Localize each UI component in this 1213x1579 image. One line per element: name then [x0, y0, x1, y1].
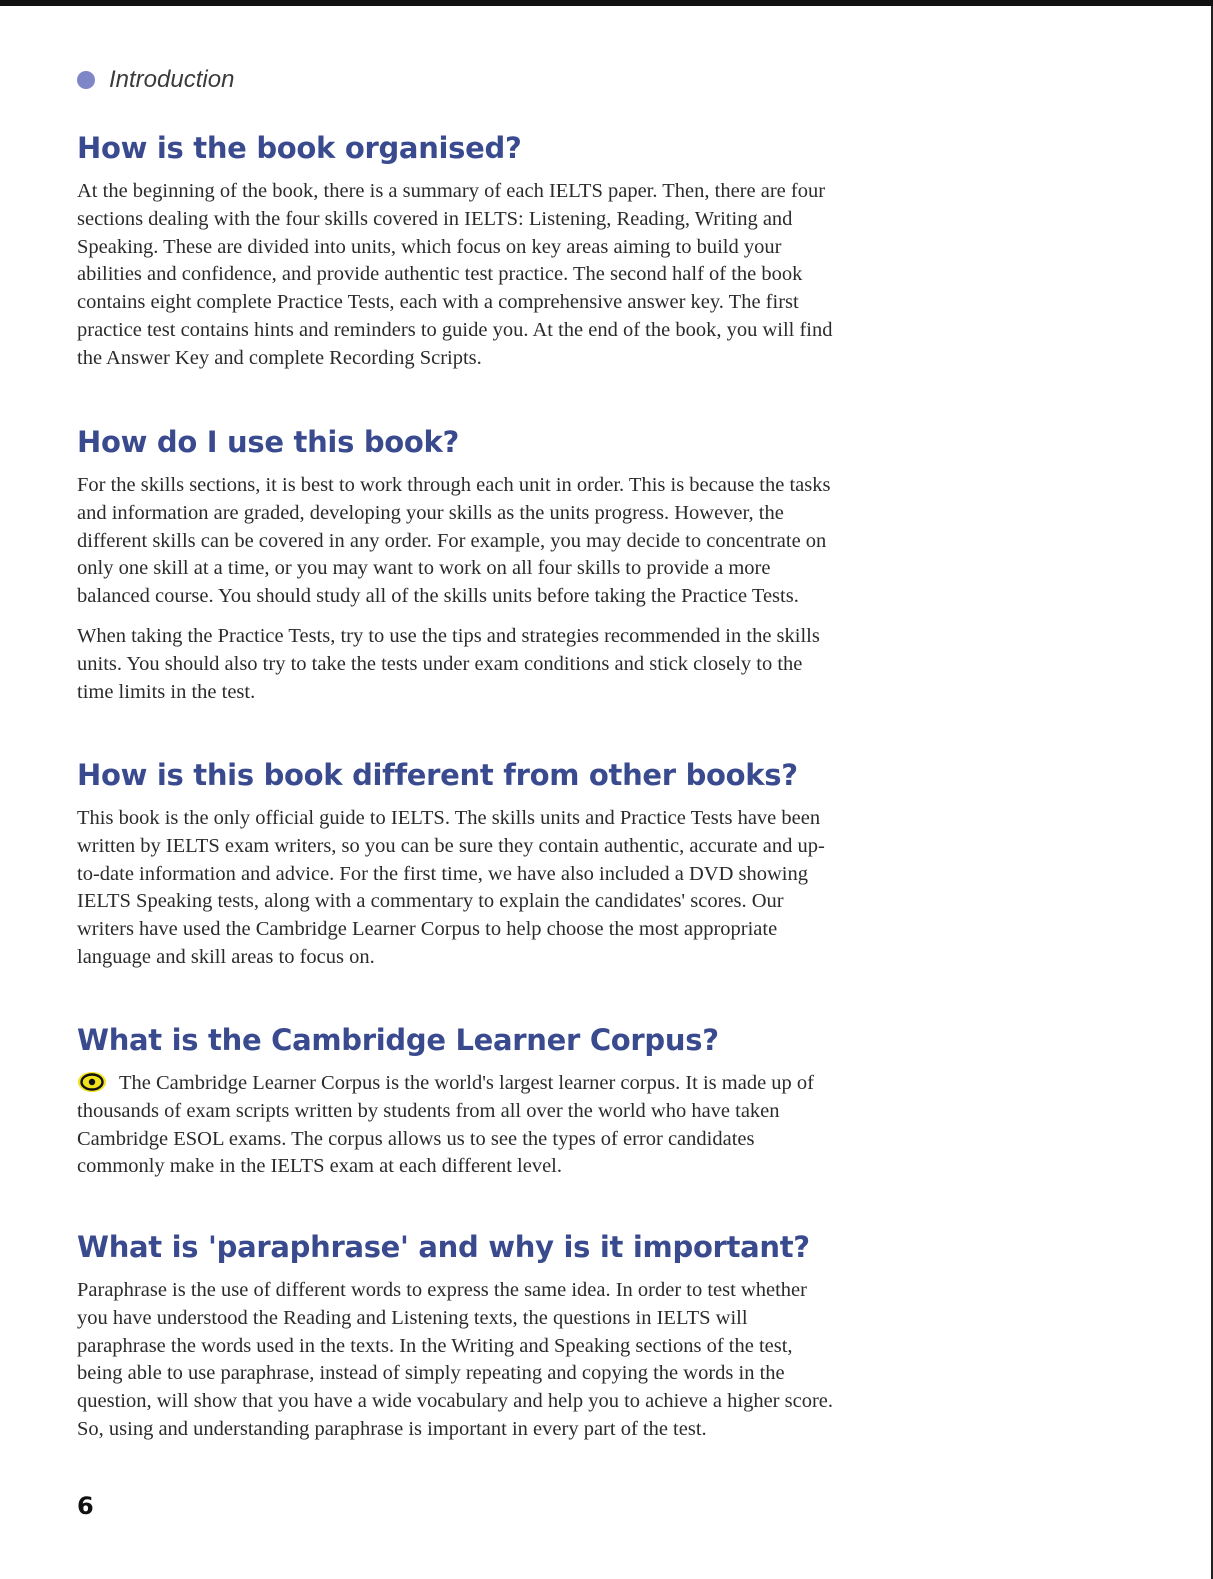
section-corpus — [77, 1022, 837, 1193]
section-paragraph: For the skills sections, it is best to work through each unit in order. This is because the tasks and information are graded, developing your skills as the units progress. However, the different skills can be covered in any order. For example, you may decide to concentrate on only one skill at a time, or you may want to work on all four skills to provide a more balanced course. You should study all of the skills units before taking the Practice Tests. — [77, 474, 831, 608]
section-heading: How is the book organised? — [77, 131, 522, 165]
section-heading: What is the Cambridge Learner Corpus? — [77, 1023, 719, 1057]
section-paragraph-with-icon — [77, 1070, 837, 1181]
section-paragraph: Paraphrase is the use of different words to express the same idea. In order to test whether you have understood the Reading and Listening texts, the questions in IELTS will paraphrase the words used in the texts. In the Writing and Speaking sections of the test, being able to use paraphrase, instead of simply repeating and copying the words in the question, will show that you have a wide vocabulary and help you to achieve a higher score. So, using and understanding paraphrase is important in every part of the test. — [77, 1279, 833, 1440]
section-organised — [77, 130, 837, 385]
eye-icon — [77, 1071, 107, 1093]
section-paragraph: When taking the Practice Tests, try to use the tips and strategies recommended in the skills units. You should also try to take the tests under exam conditions and stick closely to the time limits in the test. — [77, 624, 820, 703]
section-paragraph: This book is the only official guide to IELTS. The skills units and Practice Tests have been written by IELTS exam writers, so you can be sure they contain authentic, accurate and up-to-date information and advice. For the first time, we have also included a DVD showing IELTS Speaking tests, along with a commentary to explain the candidates' scores. Our writers have used the Cambridge Learner Corpus to help choose the most appropriate language and skill areas to focus on. — [77, 807, 825, 968]
section-different — [77, 757, 837, 984]
section-paragraph: At the beginning of the book, there is a summary of each IELTS paper. Then, there are four sections dealing with the four skills covered in IELTS: Listening, Reading, Writing and Speaking. These are divided into units, which focus on key areas aiming to build your abilities and confidence, and provide authentic test practice. The second half of the book contains eight complete Practice Tests, each with a comprehensive answer key. The first practice test contains hints and reminders to guide you. At the end of the book, you will find the Answer Key and complete Recording Scripts. — [77, 180, 833, 369]
section-paragraph: The Cambridge Learner Corpus is the world's largest learner corpus. It is made up of thousands of exam scripts written by students from all over the world who have taken Cambridge ESOL exams. The corpus allows us to see the types of error candidates commonly make in the IELTS exam at each different level. — [77, 1072, 814, 1178]
section-heading: What is 'paraphrase' and why is it important? — [77, 1230, 810, 1264]
section-use-book — [77, 424, 837, 718]
page-number: 6 — [77, 1492, 94, 1520]
running-head — [77, 66, 234, 94]
running-head-label: Introduction — [109, 66, 235, 93]
top-border — [0, 0, 1213, 6]
section-paraphrase — [77, 1229, 837, 1456]
bullet-dot-icon — [77, 71, 95, 89]
section-heading: How is this book different from other books? — [77, 758, 798, 792]
section-heading: How do I use this book? — [77, 425, 460, 459]
